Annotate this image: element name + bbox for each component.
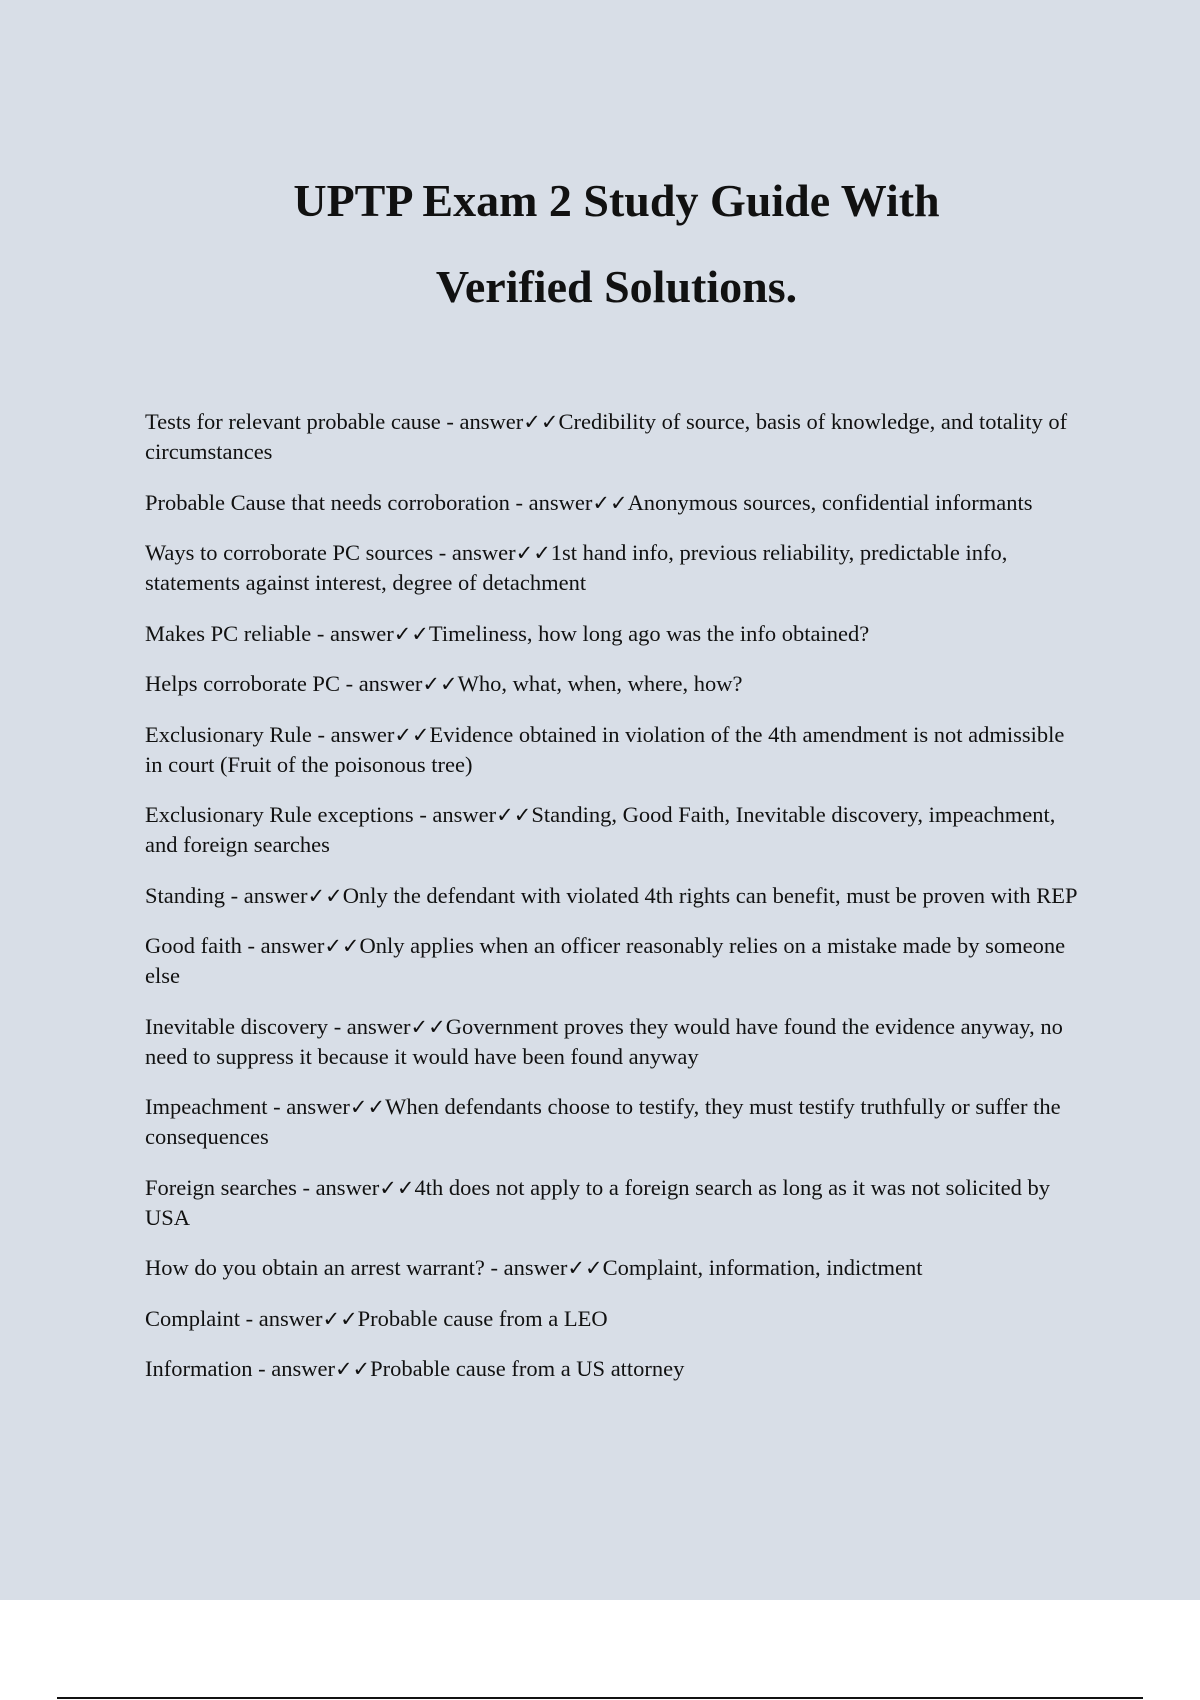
qa-separator: - answer xyxy=(267,1094,350,1119)
qa-separator: - answer xyxy=(433,540,516,565)
qa-answer: Who, what, when, where, how? xyxy=(457,671,743,696)
qa-term: Exclusionary Rule exceptions xyxy=(145,802,414,827)
qa-term: How do you obtain an arrest warrant? xyxy=(145,1255,485,1280)
qa-separator: - answer xyxy=(296,1174,380,1200)
qa-term: Good faith xyxy=(145,933,242,958)
qa-separator: - answer xyxy=(311,620,394,646)
qa-term: Helps corroborate PC xyxy=(145,671,340,696)
qa-answer: 4th does not apply to a foreign search as long as it was not solicited by USA xyxy=(145,1174,1050,1230)
qa-item xyxy=(145,1173,1085,1233)
check-mark-icon: ✓✓ xyxy=(592,490,628,515)
qa-separator: - answer xyxy=(311,721,395,747)
qa-item xyxy=(145,720,1085,780)
document-title xyxy=(0,158,1200,330)
qa-term: Standing xyxy=(145,882,226,908)
qa-item xyxy=(145,800,1085,860)
qa-term: Exclusionary Rule xyxy=(145,721,312,747)
check-mark-icon: ✓✓ xyxy=(496,803,532,827)
qa-term: Complaint xyxy=(145,1305,240,1331)
qa-item xyxy=(145,1304,1085,1334)
qa-separator: - answer xyxy=(413,802,497,827)
qa-answer: Only the defendant with violated 4th rights can benefit, must be proven with REP xyxy=(342,882,1078,908)
qa-answer: Complaint, information, indictment xyxy=(602,1255,923,1280)
qa-term: Inevitable discovery xyxy=(145,1013,329,1039)
qa-item xyxy=(145,488,1085,518)
qa-item xyxy=(145,881,1085,911)
qa-item xyxy=(145,619,1085,649)
qa-term: Probable Cause that needs corroboration xyxy=(145,489,510,515)
qa-answer: Probable cause from a US attorney xyxy=(370,1356,685,1381)
check-mark-icon: ✓✓ xyxy=(410,1014,446,1039)
qa-answer: Only applies when an officer reasonably relies on a mistake made by someone else xyxy=(145,933,1066,988)
qa-answer: Probable cause from a LEO xyxy=(357,1305,608,1331)
qa-list xyxy=(145,407,1085,1405)
qa-answer: Credibility of source, basis of knowledge, and totality of circumstances xyxy=(145,409,1068,464)
check-mark-icon: ✓✓ xyxy=(334,1357,371,1381)
check-mark-icon: ✓✓ xyxy=(379,1175,415,1200)
qa-separator: - answer xyxy=(241,933,325,958)
check-mark-icon: ✓✓ xyxy=(393,621,429,646)
check-mark-icon: ✓✓ xyxy=(515,541,551,565)
qa-answer: Evidence obtained in violation of the 4th amendment is not admissible in court (Fruit of the poisonous tree) xyxy=(145,721,1065,777)
qa-answer: Anonymous sources, confidential informants xyxy=(627,489,1033,515)
title-line-1: UPTP Exam 2 Study Guide With xyxy=(293,175,940,226)
qa-answer: Government proves they would have found the evidence anyway, no need to suppress it because it would have been found anyway xyxy=(145,1013,1063,1069)
qa-item xyxy=(145,1012,1085,1072)
qa-separator: - answer xyxy=(440,409,524,434)
qa-separator: - answer xyxy=(328,1013,411,1039)
qa-item xyxy=(145,1092,1085,1152)
qa-term: Makes PC reliable xyxy=(145,620,312,646)
qa-term: Tests for relevant probable cause xyxy=(145,409,441,434)
qa-answer: Standing, Good Faith, Inevitable discovery, impeachment, and foreign searches xyxy=(145,802,1056,857)
check-mark-icon: ✓✓ xyxy=(307,883,343,908)
qa-answer: When defendants choose to testify, they must testify truthfully or suffer the consequences xyxy=(145,1094,1061,1149)
qa-item xyxy=(145,931,1085,991)
qa-separator: - answer xyxy=(225,882,308,908)
footer-divider xyxy=(57,1697,1143,1699)
qa-term: Impeachment xyxy=(145,1094,268,1119)
qa-item xyxy=(145,1253,1085,1283)
qa-item xyxy=(145,669,1085,699)
qa-term: Foreign searches xyxy=(145,1174,297,1200)
qa-answer: Timeliness, how long ago was the info obtained? xyxy=(428,620,870,646)
qa-term: Information xyxy=(145,1356,253,1381)
qa-separator: - answer xyxy=(509,489,593,515)
check-mark-icon: ✓✓ xyxy=(322,1306,358,1331)
qa-separator: - answer xyxy=(240,1305,323,1331)
qa-item xyxy=(145,407,1085,467)
check-mark-icon: ✓✓ xyxy=(422,672,458,696)
qa-item xyxy=(145,1354,1085,1384)
qa-item xyxy=(145,538,1085,598)
qa-term: Ways to corroborate PC sources xyxy=(145,540,434,565)
qa-answer: 1st hand info, previous reliability, predictable info, statements against interest, degree of detachment xyxy=(145,540,1008,595)
check-mark-icon: ✓✓ xyxy=(567,1256,603,1280)
check-mark-icon: ✓✓ xyxy=(349,1095,386,1119)
check-mark-icon: ✓✓ xyxy=(523,410,559,434)
title-line-2: Verified Solutions. xyxy=(435,261,798,312)
qa-separator: - answer xyxy=(484,1255,568,1280)
check-mark-icon: ✓✓ xyxy=(324,934,360,958)
qa-separator: - answer xyxy=(252,1356,335,1381)
check-mark-icon: ✓✓ xyxy=(394,722,430,747)
qa-separator: - answer xyxy=(339,671,423,696)
